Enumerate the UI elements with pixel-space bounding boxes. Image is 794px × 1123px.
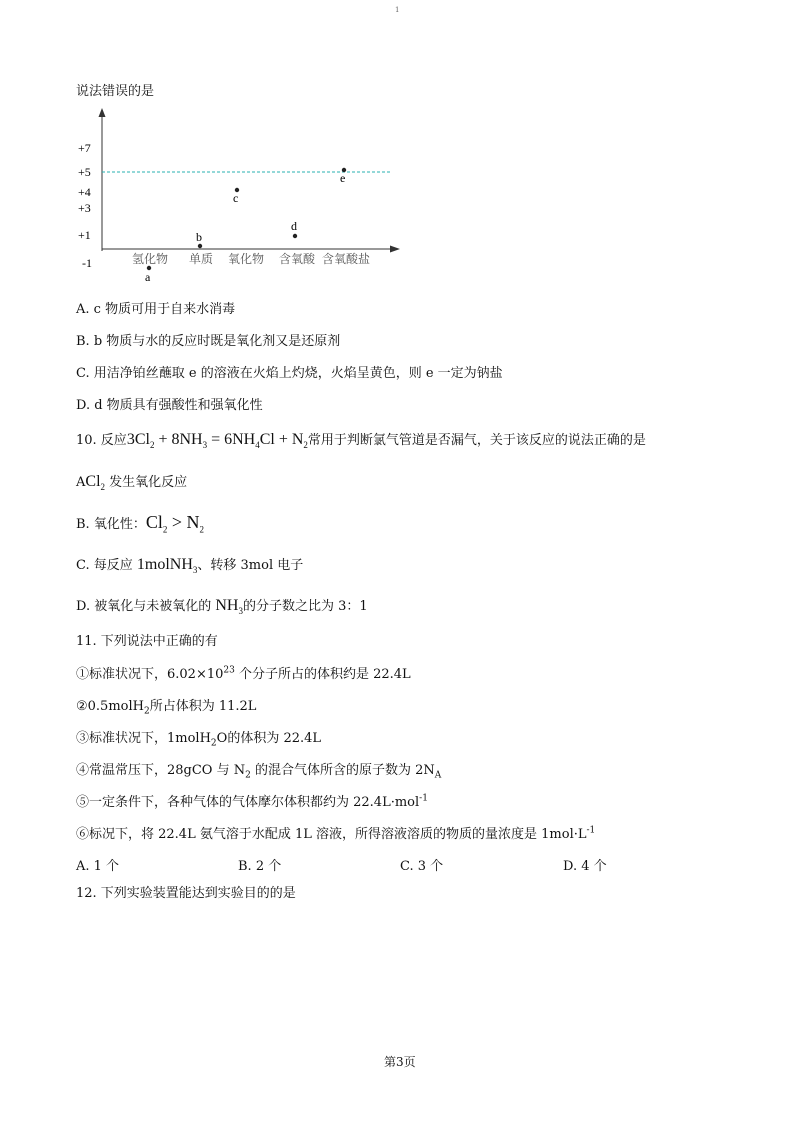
q9-option-c: C. 用洁净铂丝蘸取 e 的溶液在火焰上灼烧，火焰呈黄色，则 e 一定为钠盐	[76, 366, 503, 381]
question-12-title: 12. 下列实验装置能达到实验目的的是	[76, 886, 296, 901]
point-label-d: d	[291, 219, 297, 233]
page-footer: 第3页	[384, 1055, 416, 1069]
q10-option-b: B. 氧化性：$Cl_2 > N_2$	[76, 512, 204, 535]
q11-option-b: B. 2 个	[238, 859, 282, 874]
question-9-intro: 说法错误的是	[76, 84, 155, 99]
q10-option-d: D. 被氧化与未被氧化的 $NH_3$的分子数之比为 3：1	[76, 597, 368, 617]
y-tick-label: +5	[78, 165, 91, 179]
x-axis-arrow	[390, 246, 400, 253]
point-label-a: a	[145, 270, 151, 284]
x-category-label: 氧化物	[228, 252, 265, 266]
y-tick-label: +3	[78, 201, 91, 215]
question-11-title: 11. 下列说法中正确的有	[76, 634, 218, 649]
y-tick-label: +1	[78, 228, 91, 242]
q9-option-d: D. d 物质具有强酸性和强氧化性	[76, 398, 263, 413]
x-category-label: 单质	[189, 252, 214, 266]
x-category-label: 含氧酸	[279, 252, 316, 266]
q9-option-b: B. b 物质与水的反应时既是氧化剂又是还原剂	[76, 334, 341, 349]
q10-option-c: C. 每反应 1molNH$_3$、转移 3mol 电子	[76, 556, 304, 576]
y-tick-label: +7	[78, 141, 91, 155]
q11-option-d: D. 4 个	[563, 859, 607, 874]
point-d	[293, 234, 297, 238]
y-tick-label: +4	[78, 185, 91, 199]
q10-option-a: ACl$_2$ 发生氧化反应	[76, 473, 188, 493]
x-category-label: 氢化物	[132, 252, 169, 266]
valence-chart	[70, 105, 410, 285]
q11-statement-6: ⑥标况下，将 22.4L 氨气溶于水配成 1L 溶液，所得溶液溶质的物质的量浓度是 $1mol\cdot L^{-1}$	[76, 825, 596, 842]
q11-statement-2: ②0.5molH$_2$所占体积为 11.2L	[76, 699, 257, 717]
point-label-e: e	[340, 171, 346, 185]
q11-statement-1: ①标准状况下，$6.02\times 10^{23}$ 个分子所占的体积约是 22.4L	[76, 665, 411, 682]
page-mark: 1	[395, 6, 400, 14]
point-label-c: c	[233, 191, 239, 205]
q11-statement-4: ④常温常压下，28gCO 与 $N_2$ 的混合气体所含的原子数为 $2N_A$	[76, 763, 442, 781]
y-axis-arrow	[99, 108, 106, 117]
y-tick-label: -1	[82, 256, 92, 270]
point-b	[198, 244, 202, 248]
q9-option-a: A. c 物质可用于自来水消毒	[76, 302, 236, 317]
x-category-label: 含氧酸盐	[322, 252, 371, 266]
question-10-stem: 10. 反应$3Cl_2 + 8NH_3 = 6NH_4Cl + N_2$常用于判断氯气管道是否漏气，关于该反应的说法正确的是	[76, 431, 646, 451]
q11-statement-3: ③标准状况下，1molH$_2$O的体积为 22.4L	[76, 731, 322, 749]
q11-option-c: C. 3 个	[400, 859, 444, 874]
point-label-b: b	[196, 230, 202, 244]
q11-option-a: A. 1 个	[76, 859, 120, 874]
q11-statement-5: ⑤一定条件下，各种气体的气体摩尔体积都约为 22.4L·mol$^{-1}$	[76, 793, 428, 810]
